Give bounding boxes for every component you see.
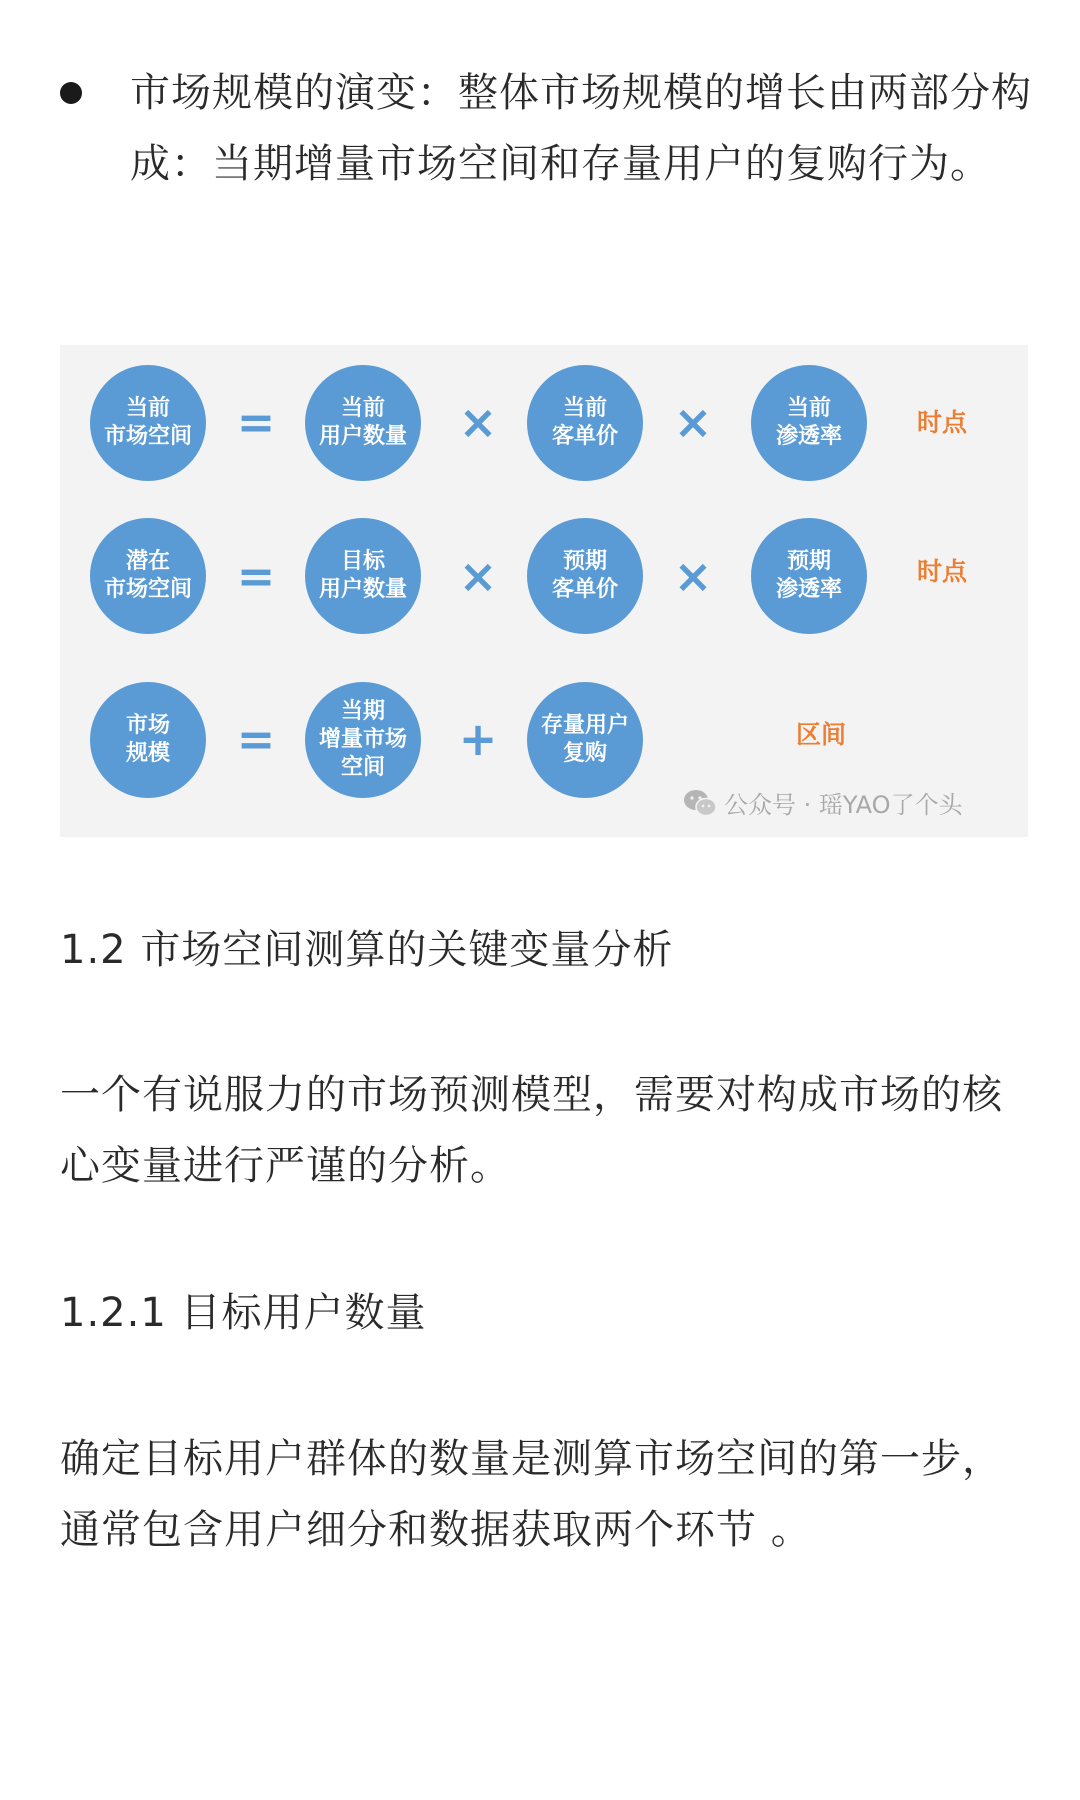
- multiply-sign: ×: [673, 395, 713, 449]
- equals-sign: =: [236, 395, 276, 449]
- subsection-heading: 1.2.1 目标用户数量: [60, 1290, 427, 1336]
- multiply-sign: ×: [673, 549, 713, 603]
- note-period: 区间: [796, 720, 847, 749]
- circle-current-user-count: 当前 用户数量: [305, 365, 421, 481]
- circle-potential-market-space: 潜在 市场空间: [90, 518, 206, 634]
- market-formula-diagram: [60, 345, 1028, 837]
- note-point-in-time: 时点: [917, 408, 968, 437]
- paragraph: 一个有说服力的市场预测模型，需要对构成市场的核心变量进行严谨的分析。: [60, 1072, 1003, 1189]
- circle-incremental-market-space: 当期 增量市场 空间: [305, 682, 421, 798]
- watermark: [682, 785, 963, 820]
- multiply-sign: ×: [458, 395, 498, 449]
- circle-market-size: 市场 规模: [90, 682, 206, 798]
- circle-current-unit-price: 当前 客单价: [527, 365, 643, 481]
- bullet-dot: [60, 82, 82, 104]
- circle-target-user-count: 目标 用户数量: [305, 518, 421, 634]
- watermark-text: 公众号 · 瑶YAO了个头: [724, 791, 963, 819]
- bullet-text: 市场规模的演变：整体市场规模的增长由两部分构成：当期增量市场空间和存量用户的复购行为。: [130, 70, 1032, 187]
- paragraph: 确定目标用户群体的数量是测算市场空间的第一步，通常包含用户细分和数据获取两个环节 。: [60, 1436, 1003, 1553]
- section-heading: 1.2 市场空间测算的关键变量分析: [60, 927, 674, 973]
- multiply-sign: ×: [458, 549, 498, 603]
- equals-sign: =: [236, 712, 276, 766]
- circle-current-penetration: 当前 渗透率: [751, 365, 867, 481]
- circle-expected-penetration: 预期 渗透率: [751, 518, 867, 634]
- circle-expected-unit-price: 预期 客单价: [527, 518, 643, 634]
- wechat-icon: [682, 788, 718, 818]
- circle-current-market-space: 当前 市场空间: [90, 365, 206, 481]
- note-point-in-time: 时点: [917, 557, 968, 586]
- equals-sign: =: [236, 549, 276, 603]
- plus-sign: +: [458, 712, 498, 766]
- circle-existing-user-repurchase: 存量用户 复购: [527, 682, 643, 798]
